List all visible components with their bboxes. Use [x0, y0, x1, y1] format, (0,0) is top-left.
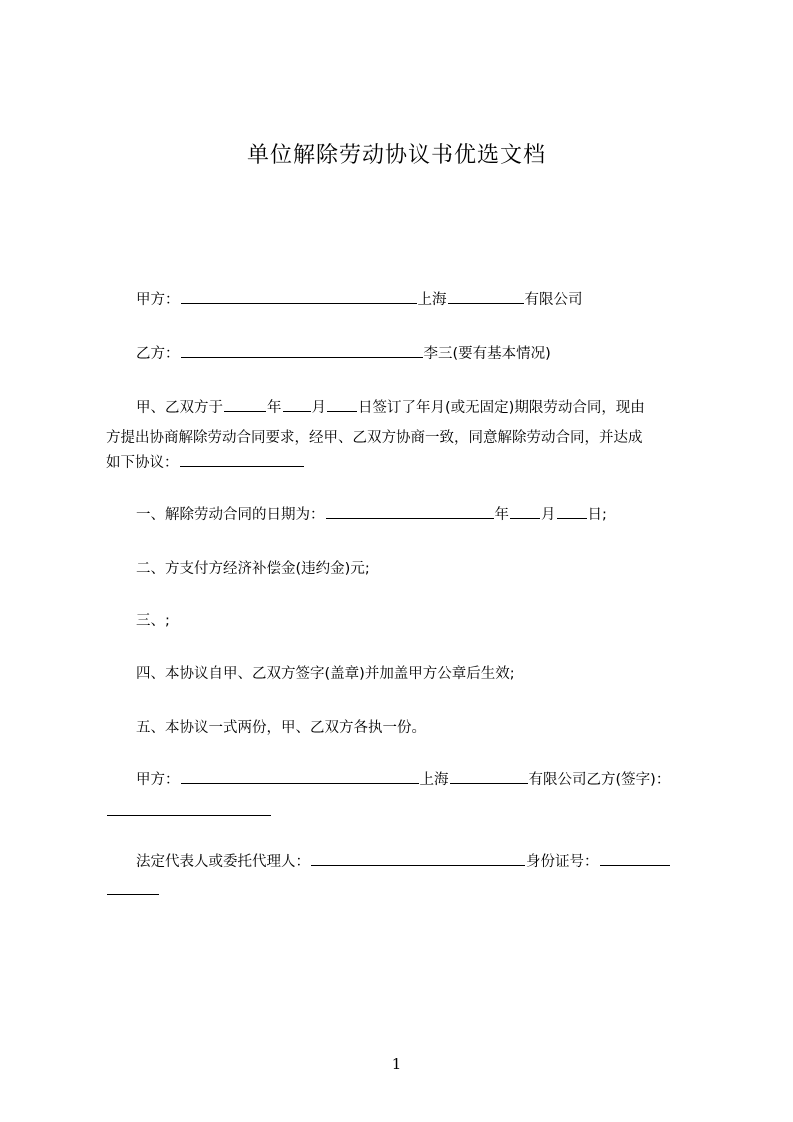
party-a-label: 甲方：: [136, 292, 180, 308]
clause-5: 五、本协议一式两份，甲、乙双方各执一份。: [136, 720, 426, 736]
signature-party-a-blank: [181, 770, 419, 784]
party-a-suffix: 有限公司: [524, 292, 583, 308]
clause-1-month-blank: [510, 505, 540, 519]
clause-4: 四、本协议自甲、乙双方签字(盖章)并加盖甲方公章后生效;: [136, 666, 515, 682]
party-a-company-blank: [448, 290, 524, 304]
signature-city: 上海: [419, 772, 449, 788]
clause-1-month: 月: [541, 507, 556, 523]
party-b-name: 李三(要有基本情况): [423, 346, 551, 362]
signature-suffix: 有限公司乙方(签字)：: [528, 772, 671, 788]
document-title: 单位解除劳动协议书优选文档: [246, 143, 546, 168]
intro-part2: 日签订了年月(或无固定)期限劳动合同，现由: [358, 400, 645, 416]
clause-2: 二、方支付方经济补偿金(违约金)元;: [136, 561, 370, 577]
clause-1-year-blank: [326, 505, 494, 519]
clause-3: 三、;: [136, 613, 170, 629]
representative-line-continued: [106, 879, 708, 903]
signature-company-blank: [450, 770, 528, 784]
clause-1-day: 日;: [587, 507, 607, 523]
party-b-blank: [181, 344, 423, 358]
intro-line3-label: 如下协议：: [106, 455, 179, 471]
representative-label: 法定代表人或委托代理人：: [136, 854, 310, 870]
clause-1: [106, 503, 708, 527]
intro-day-blank: [327, 398, 357, 412]
clause-1-text: 一、解除劳动合同的日期为：: [136, 507, 325, 523]
id-blank: [600, 852, 670, 866]
intro-line-2: 方提出协商解除劳动合同要求，经甲、乙双方协商一致，同意解除劳动合同，并达成: [106, 430, 643, 446]
intro-year: 年: [267, 400, 282, 416]
page-number: 1: [391, 1055, 402, 1073]
party-b-line: [106, 342, 708, 366]
signature-party-a-label: 甲方：: [136, 772, 180, 788]
intro-line-1: [106, 396, 708, 420]
intro-line-3: [106, 451, 708, 475]
intro-month-blank: [283, 398, 311, 412]
signature-line: [106, 768, 708, 792]
intro-month: 月: [311, 400, 326, 416]
clause-1-year: 年: [494, 507, 509, 523]
intro-year-blank: [224, 398, 266, 412]
party-b-label: 乙方：: [136, 346, 180, 362]
party-a-blank: [181, 290, 417, 304]
clause-1-day-blank: [557, 505, 587, 519]
party-a-line: [106, 288, 708, 312]
id-blank-continued: [107, 881, 159, 895]
representative-line: [106, 850, 708, 874]
signature-line-continued: [106, 800, 708, 824]
party-b-signature-blank: [107, 802, 271, 816]
intro-part1: 甲、乙双方于: [136, 400, 223, 416]
id-label: 身份证号：: [526, 854, 599, 870]
representative-blank: [311, 852, 525, 866]
intro-agreement-blank: [180, 453, 304, 467]
party-a-city: 上海: [417, 292, 447, 308]
